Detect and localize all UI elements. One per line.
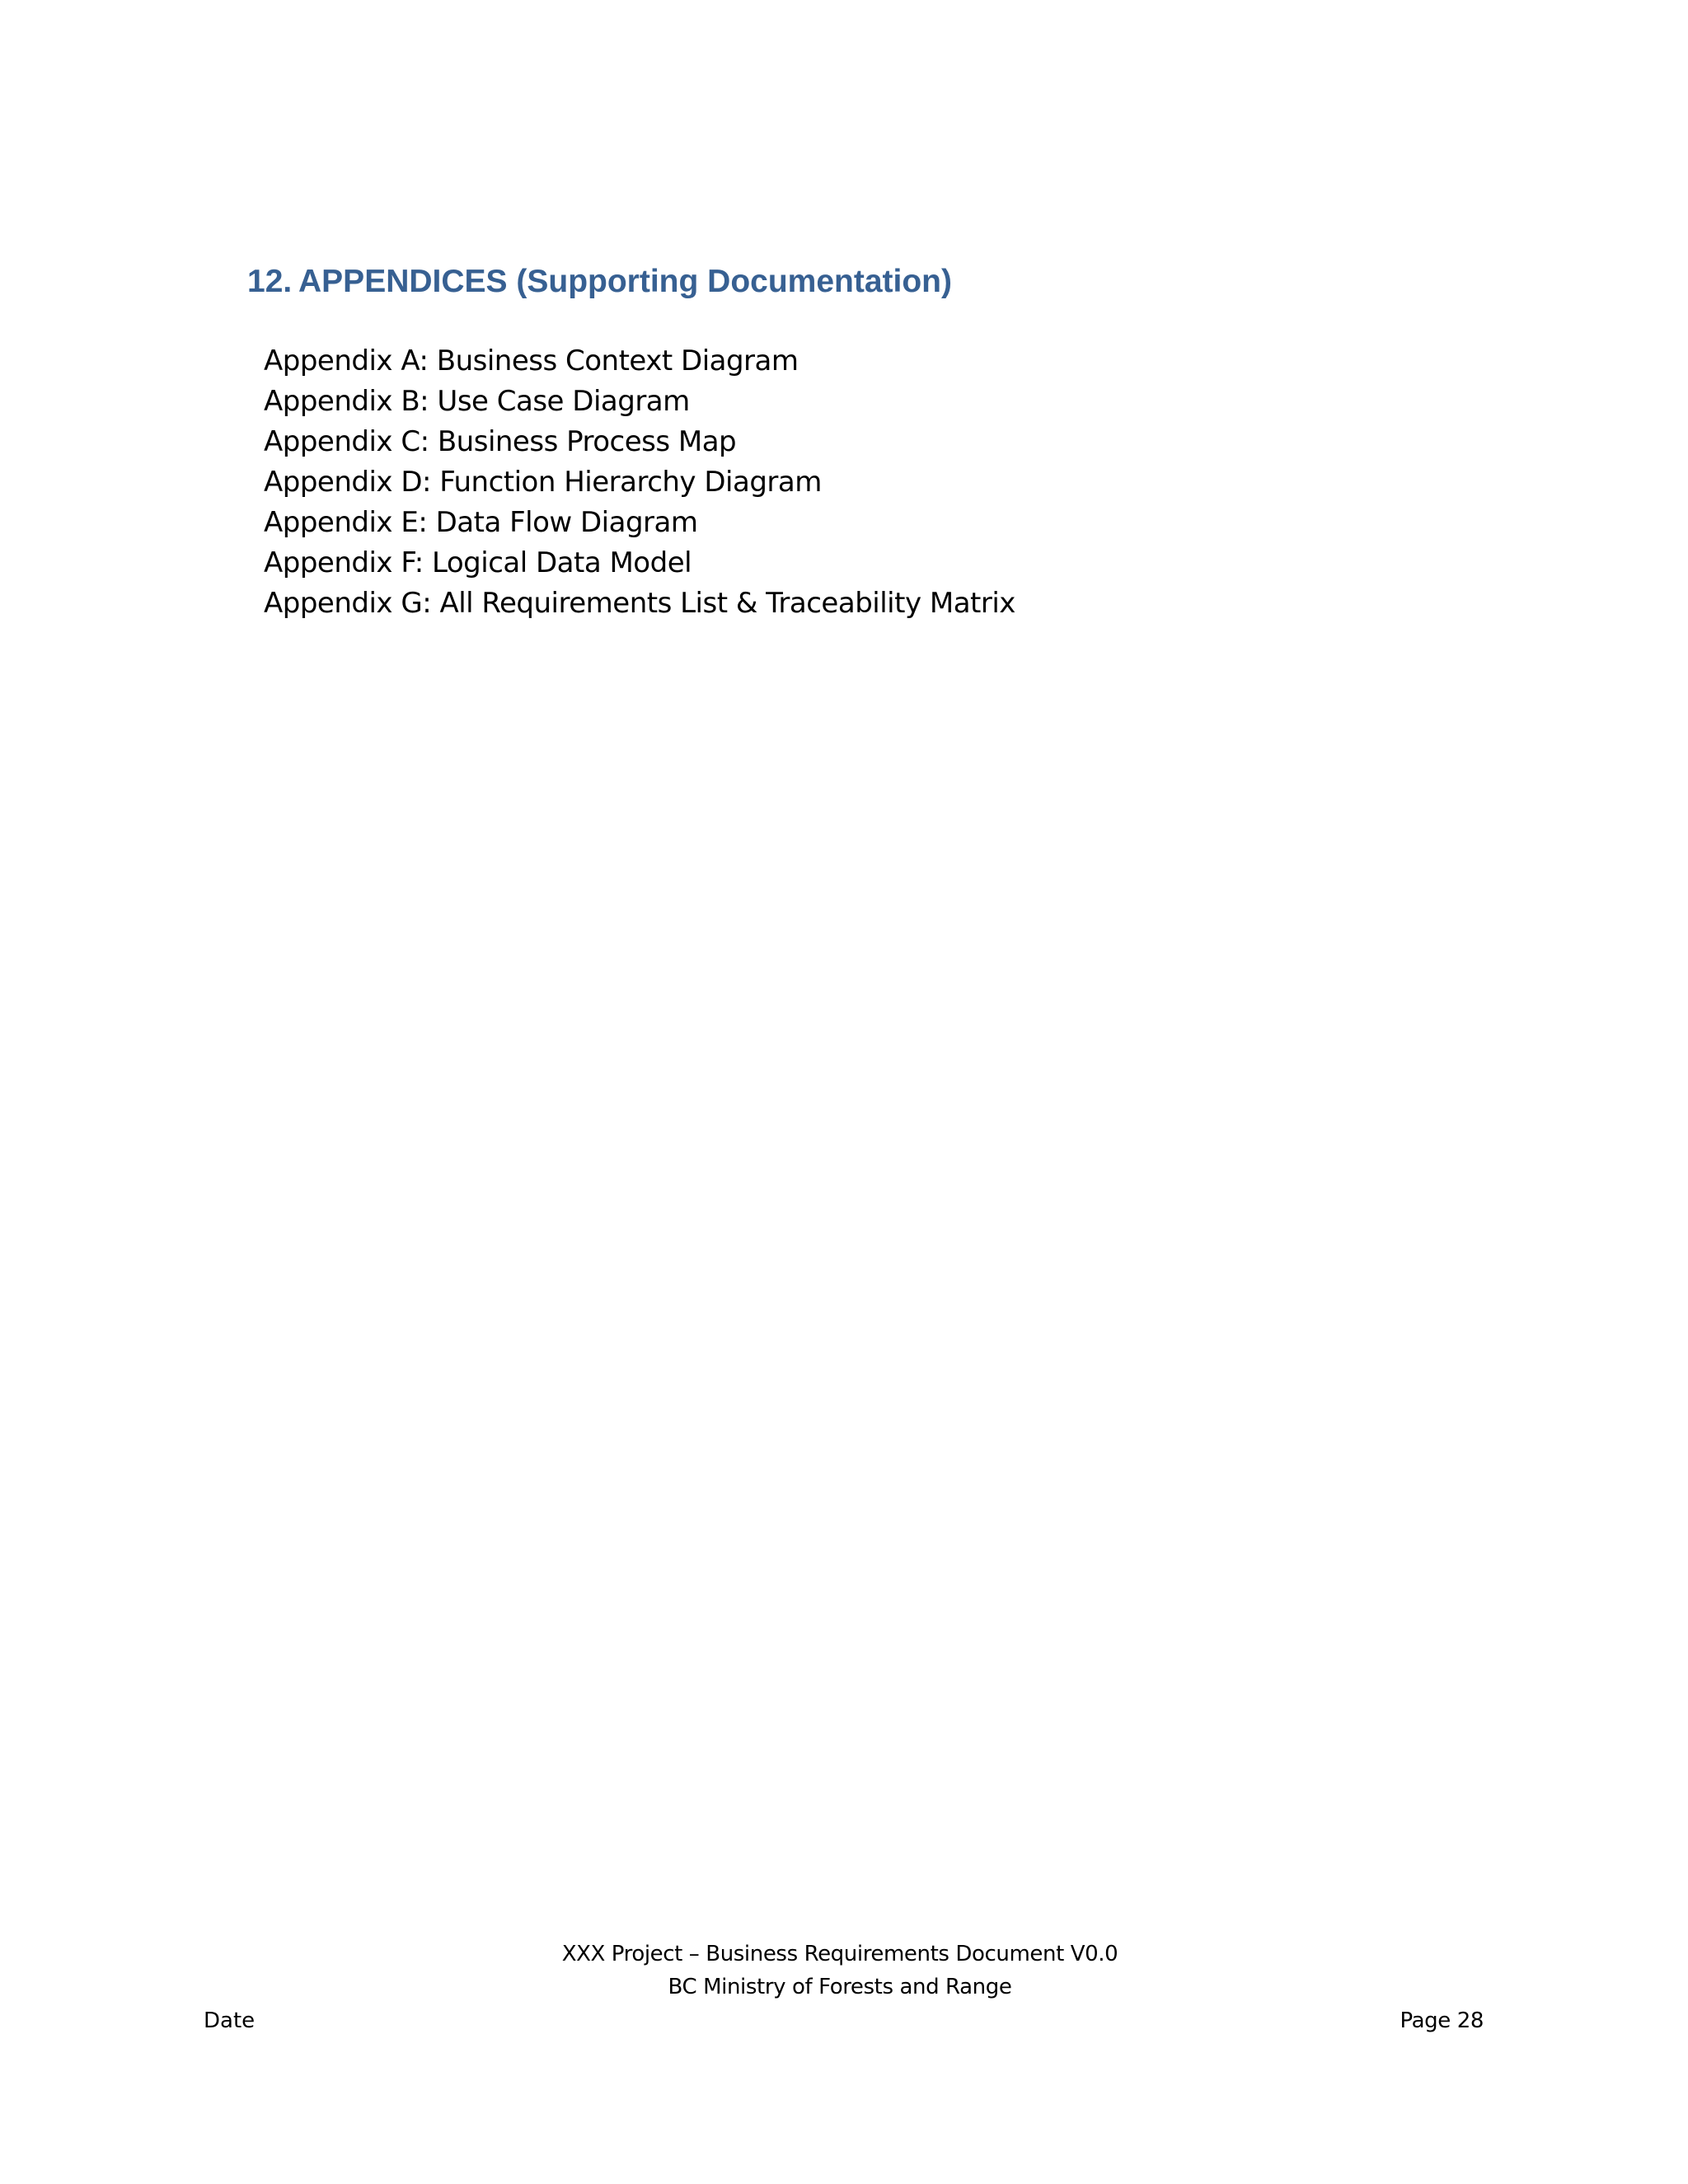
appendix-item-f: Appendix F: Logical Data Model (264, 546, 692, 579)
appendix-item-b: Appendix B: Use Case Diagram (264, 385, 690, 418)
footer-page-number: Page 28 (1400, 2008, 1484, 2033)
appendix-list (264, 341, 1015, 624)
section-title: APPENDICES (Supporting Documentation) (298, 264, 952, 299)
appendix-item-a: Appendix A: Business Context Diagram (264, 344, 799, 377)
footer-document-title: XXX Project – Business Requirements Document V0.0 (561, 1942, 1118, 1966)
section-heading (247, 262, 952, 302)
appendix-item-d: Appendix D: Function Hierarchy Diagram (264, 466, 822, 499)
appendix-item-g: Appendix G: All Requirements List & Traceability Matrix (264, 587, 1015, 620)
appendix-item-c: Appendix C: Business Process Map (264, 425, 737, 458)
footer-date: Date (204, 2008, 256, 2033)
appendix-item-e: Appendix E: Data Flow Diagram (264, 506, 698, 539)
section-number: 12. (247, 264, 293, 299)
footer-organization: BC Ministry of Forests and Range (668, 1975, 1012, 1999)
